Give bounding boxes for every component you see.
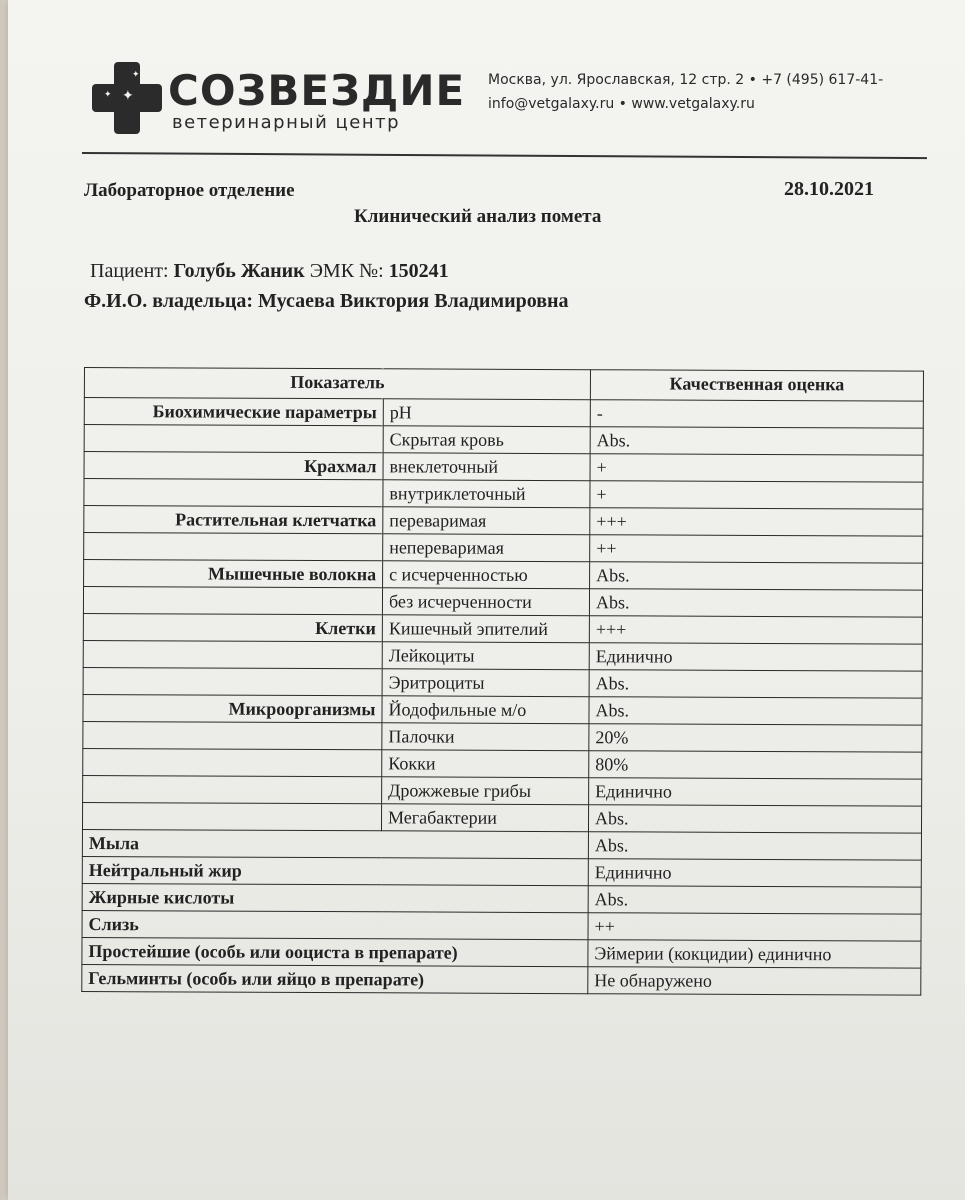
brand-name: СОЗВЕЗДИЕ bbox=[168, 66, 466, 115]
table-row-full bbox=[82, 883, 921, 914]
full-row-label: Мыла bbox=[82, 829, 588, 858]
full-row-value: Единично bbox=[588, 859, 921, 887]
full-row-value: Abs. bbox=[588, 886, 921, 914]
full-row-value: Эймерии (кокцидии) единично bbox=[588, 940, 921, 968]
table-row bbox=[83, 667, 922, 698]
table-row bbox=[82, 802, 921, 833]
table-row bbox=[84, 533, 923, 564]
table-row-full bbox=[82, 964, 921, 995]
header-assessment: Качественная оценка bbox=[590, 370, 923, 401]
row-group-label bbox=[84, 479, 383, 507]
row-parameter: Кишечный эпителий bbox=[382, 615, 589, 643]
table-row bbox=[84, 479, 923, 510]
clinic-contacts: info@vetgalaxy.ru • www.vetgalaxy.ru bbox=[488, 96, 755, 112]
row-group-label bbox=[83, 667, 382, 695]
owner-line bbox=[84, 290, 569, 313]
row-parameter: внутриклеточный bbox=[383, 480, 590, 508]
row-value: ++ bbox=[590, 535, 923, 563]
row-group-label: Микроорганизмы bbox=[83, 694, 382, 722]
table-row bbox=[83, 640, 922, 671]
row-group-label bbox=[83, 721, 382, 749]
report-title: Клинический анализ помета bbox=[354, 206, 602, 227]
row-parameter: Кокки bbox=[382, 750, 589, 778]
row-value: + bbox=[590, 454, 923, 482]
report-date: 28.10.2021 bbox=[784, 178, 874, 200]
header-indicator: Показатель bbox=[84, 368, 590, 400]
table-row bbox=[83, 694, 922, 725]
table-row-full bbox=[82, 829, 921, 860]
row-group-label bbox=[83, 775, 382, 803]
row-value: Abs. bbox=[588, 805, 921, 833]
row-parameter: Мегабактерии bbox=[381, 804, 588, 832]
table-row bbox=[83, 587, 922, 618]
full-row-label: Простейшие (особь или ооциста в препарате) bbox=[82, 937, 588, 966]
row-group-label: Мышечные волокна bbox=[84, 560, 383, 588]
row-value: Abs. bbox=[589, 589, 922, 617]
row-value: +++ bbox=[589, 616, 922, 644]
table-row bbox=[83, 721, 922, 752]
row-group-label: Биохимические параметры bbox=[84, 398, 383, 426]
clinic-logo bbox=[92, 62, 466, 140]
row-parameter: Дрожжевые грибы bbox=[382, 777, 589, 805]
row-group-label bbox=[84, 533, 383, 561]
table-row bbox=[84, 560, 923, 591]
row-parameter: Лейкоциты bbox=[382, 642, 589, 670]
row-group-label bbox=[83, 587, 382, 615]
row-parameter: непереваримая bbox=[383, 534, 590, 562]
row-value: +++ bbox=[590, 508, 923, 536]
row-value: - bbox=[590, 400, 923, 428]
patient-label: Пациент: bbox=[90, 260, 169, 282]
row-parameter: Эритроциты bbox=[382, 669, 589, 697]
table-row-full bbox=[82, 856, 921, 887]
background-edge bbox=[0, 0, 8, 1200]
table-row bbox=[84, 452, 923, 483]
table-row-full bbox=[82, 937, 921, 968]
row-value: Abs. bbox=[590, 427, 923, 455]
emk-number: 150241 bbox=[388, 260, 449, 282]
row-value: Единично bbox=[589, 643, 922, 671]
row-value: Abs. bbox=[589, 697, 922, 725]
table-row bbox=[83, 613, 922, 644]
row-parameter: переваримая bbox=[383, 507, 590, 535]
table-row bbox=[84, 398, 923, 429]
row-group-label bbox=[82, 802, 381, 830]
brand-subtitle: ветеринарный центр bbox=[172, 112, 400, 133]
emk-label: ЭМК №: bbox=[309, 260, 384, 282]
table-header-row bbox=[84, 368, 923, 402]
row-group-label: Клетки bbox=[83, 613, 382, 641]
row-parameter: с исчерченностью bbox=[383, 561, 590, 589]
row-group-label bbox=[84, 425, 383, 453]
patient-name: Голубь Жаник bbox=[173, 260, 305, 282]
row-group-label: Крахмал bbox=[84, 452, 383, 480]
row-parameter: pH bbox=[383, 399, 590, 427]
medical-cross-icon: ✦ ✦ ✦ bbox=[92, 62, 162, 134]
full-row-label: Гельминты (особь или яйцо в препарате) bbox=[82, 964, 588, 993]
row-value: Abs. bbox=[589, 670, 922, 698]
row-value: Единично bbox=[589, 778, 922, 806]
table-row bbox=[84, 506, 923, 537]
row-value: 80% bbox=[589, 751, 922, 779]
full-row-label: Слизь bbox=[82, 910, 588, 939]
row-parameter: Палочки bbox=[382, 723, 589, 751]
row-group-label bbox=[83, 748, 382, 776]
table-row bbox=[84, 425, 923, 456]
full-row-value: Abs. bbox=[588, 832, 921, 860]
clinic-address: Москва, ул. Ярославская, 12 стр. 2 • +7 (495) 617-41- bbox=[488, 72, 884, 88]
row-parameter: Йодофильные м/о bbox=[382, 696, 589, 724]
patient-line bbox=[90, 260, 449, 283]
row-value: 20% bbox=[589, 724, 922, 752]
table-row bbox=[83, 775, 922, 806]
owner-label: Ф.И.О. владельца: bbox=[84, 290, 254, 312]
row-parameter: без исчерченности bbox=[382, 588, 589, 616]
row-group-label bbox=[83, 640, 382, 668]
department-label: Лабораторное отделение bbox=[84, 180, 295, 201]
full-row-value: Не обнаружено bbox=[588, 967, 921, 995]
full-row-label: Жирные кислоты bbox=[82, 883, 588, 912]
row-parameter: Скрытая кровь bbox=[383, 426, 590, 454]
row-value: + bbox=[590, 481, 923, 509]
table-row bbox=[83, 748, 922, 779]
full-row-label: Нейтральный жир bbox=[82, 856, 588, 885]
results-table bbox=[81, 367, 924, 996]
full-row-value: ++ bbox=[588, 913, 921, 941]
table-row-full bbox=[82, 910, 921, 941]
row-value: Abs. bbox=[590, 562, 923, 590]
row-group-label: Растительная клетчатка bbox=[84, 506, 383, 534]
owner-name: Мусаева Виктория Владимировна bbox=[258, 290, 569, 312]
row-parameter: внеклеточный bbox=[383, 453, 590, 481]
